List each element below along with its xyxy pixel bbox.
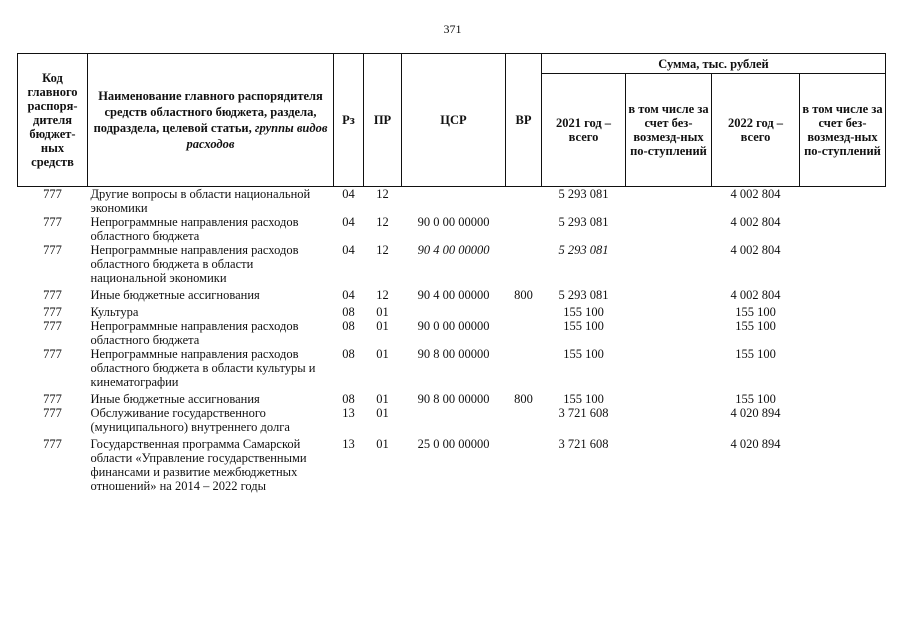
cell-2022-total: 155 100 xyxy=(735,319,776,333)
cell-rz: 04 xyxy=(342,243,355,257)
header-2022-total: 2022 год – всего xyxy=(712,74,800,187)
cell-csr: 90 0 00 00000 xyxy=(417,215,490,229)
header-name xyxy=(88,54,334,187)
cell-2022-free xyxy=(800,319,886,347)
cell-code: 777 xyxy=(43,305,62,319)
cell-2022-free xyxy=(800,215,886,243)
cell-2022-total: 4 002 804 xyxy=(730,187,781,201)
cell-name: Другие вопросы в области национальной экономики xyxy=(90,187,311,215)
cell-2021-free xyxy=(626,302,712,319)
cell-code: 777 xyxy=(43,392,62,406)
cell-2022-free xyxy=(800,302,886,319)
cell-2022-total: 4 020 894 xyxy=(730,437,781,451)
cell-rz: 08 xyxy=(342,392,355,406)
header-name-italic: группы видов расходов xyxy=(186,121,328,151)
header-2021-free: в том числе за счет без-возмезд-ных по-ступлений xyxy=(626,74,712,187)
cell-code: 777 xyxy=(43,187,62,201)
cell-name: Иные бюджетные ассигнования xyxy=(90,288,260,302)
cell-vr xyxy=(506,302,542,319)
cell-code: 777 xyxy=(43,319,62,333)
cell-code: 777 xyxy=(43,243,62,257)
table-row xyxy=(18,347,886,389)
cell-vr xyxy=(506,434,542,493)
cell-2021-total: 5 293 081 xyxy=(558,187,609,201)
cell-csr: 25 0 00 00000 xyxy=(417,437,490,451)
cell-name: Обслуживание государственного (муниципального) внутреннего долга xyxy=(90,406,290,434)
cell-pr: 01 xyxy=(376,406,389,420)
cell-pr: 01 xyxy=(376,392,389,406)
cell-2021-free xyxy=(626,285,712,302)
cell-csr xyxy=(402,187,506,216)
table-row xyxy=(18,319,886,347)
table-row xyxy=(18,285,886,302)
header-csr: ЦСР xyxy=(402,54,506,187)
cell-2021-total: 155 100 xyxy=(563,319,604,333)
cell-code: 777 xyxy=(43,215,62,229)
cell-name: Государственная программа Самарской области «Управление государственными финансами и развитие межбюджетных отношений» на 2014 – 2022 годы xyxy=(90,437,307,493)
cell-pr: 01 xyxy=(376,319,389,333)
cell-csr: 90 8 00 00000 xyxy=(417,392,490,406)
header-row-top xyxy=(18,54,886,74)
cell-pr: 01 xyxy=(376,305,389,319)
cell-vr: 800 xyxy=(514,392,533,406)
cell-name: Непрограммные направления расходов областного бюджета в области культуры и кинематографии xyxy=(90,347,316,389)
cell-2022-total: 4 020 894 xyxy=(730,406,781,420)
cell-pr: 01 xyxy=(376,347,389,361)
cell-2022-free xyxy=(800,434,886,493)
table-row xyxy=(18,187,886,216)
cell-2022-free xyxy=(800,187,886,216)
cell-csr: 90 8 00 00000 xyxy=(417,347,490,361)
header-rz: Рз xyxy=(334,54,364,187)
cell-code: 777 xyxy=(43,406,62,420)
header-2022-free: в том числе за счет без-возмезд-ных по-ступлений xyxy=(800,74,886,187)
cell-code: 777 xyxy=(43,347,62,361)
header-name-main: Наименование главного распорядителя средств областного бюджета, раздела, подраздела, целевой статьи, xyxy=(93,89,323,135)
cell-pr: 01 xyxy=(376,437,389,451)
cell-rz: 08 xyxy=(342,319,355,333)
cell-2021-total: 3 721 608 xyxy=(558,437,609,451)
cell-2022-free xyxy=(800,285,886,302)
cell-rz: 08 xyxy=(342,347,355,361)
cell-2021-free xyxy=(626,434,712,493)
header-vr: ВР xyxy=(506,54,542,187)
table-row xyxy=(18,434,886,493)
cell-vr xyxy=(506,187,542,216)
cell-name: Иные бюджетные ассигнования xyxy=(90,392,260,406)
cell-2022-total: 4 002 804 xyxy=(730,288,781,302)
cell-csr xyxy=(402,302,506,319)
budget-table xyxy=(17,53,886,493)
header-pr: ПР xyxy=(364,54,402,187)
cell-2021-total: 3 721 608 xyxy=(558,406,609,420)
cell-vr: 800 xyxy=(514,288,533,302)
table-row xyxy=(18,302,886,319)
cell-vr xyxy=(506,347,542,389)
cell-2022-free xyxy=(800,243,886,285)
cell-2021-total: 155 100 xyxy=(563,392,604,406)
cell-2021-free xyxy=(626,347,712,389)
cell-2022-total: 155 100 xyxy=(735,392,776,406)
cell-2021-free xyxy=(626,389,712,406)
page-number: 371 xyxy=(443,22,462,36)
table-row xyxy=(18,389,886,406)
table-row xyxy=(18,406,886,434)
cell-2021-free xyxy=(626,406,712,434)
cell-code: 777 xyxy=(43,288,62,302)
cell-pr: 12 xyxy=(376,243,389,257)
cell-2021-total: 5 293 081 xyxy=(558,243,609,257)
header-sum: Сумма, тыс. рублей xyxy=(542,54,886,74)
cell-2022-total: 155 100 xyxy=(735,305,776,319)
cell-2021-free xyxy=(626,243,712,285)
cell-2022-free xyxy=(800,347,886,389)
cell-2022-free xyxy=(800,389,886,406)
cell-csr: 90 0 00 00000 xyxy=(417,319,490,333)
cell-2021-free xyxy=(626,215,712,243)
cell-vr xyxy=(506,319,542,347)
cell-2021-free xyxy=(626,319,712,347)
header-2021-total: 2021 год – всего xyxy=(542,74,626,187)
cell-rz: 08 xyxy=(342,305,355,319)
cell-rz: 13 xyxy=(342,437,355,451)
cell-rz: 13 xyxy=(342,406,355,420)
cell-pr: 12 xyxy=(376,215,389,229)
cell-csr: 90 4 00 00000 xyxy=(417,288,490,302)
cell-2022-total: 4 002 804 xyxy=(730,215,781,229)
cell-2021-total: 155 100 xyxy=(563,347,604,361)
table-row xyxy=(18,215,886,243)
cell-csr: 90 4 00 00000 xyxy=(417,243,490,257)
cell-name: Непрограммные направления расходов областного бюджета xyxy=(90,215,299,243)
cell-vr xyxy=(506,243,542,285)
header-code: Код главного распоря-дителя бюджет-ных средств xyxy=(18,54,88,187)
cell-rz: 04 xyxy=(342,215,355,229)
cell-rz: 04 xyxy=(342,288,355,302)
cell-rz: 04 xyxy=(342,187,355,201)
cell-2022-total: 155 100 xyxy=(735,347,776,361)
cell-pr: 12 xyxy=(376,288,389,302)
cell-pr: 12 xyxy=(376,187,389,201)
cell-2022-total: 4 002 804 xyxy=(730,243,781,257)
cell-csr xyxy=(402,406,506,434)
cell-name: Непрограммные направления расходов областного бюджета xyxy=(90,319,299,347)
cell-vr xyxy=(506,406,542,434)
cell-name: Непрограммные направления расходов областного бюджета в области национальной экономики xyxy=(90,243,299,285)
cell-code: 777 xyxy=(43,437,62,451)
cell-2021-total: 5 293 081 xyxy=(558,288,609,302)
cell-2022-free xyxy=(800,406,886,434)
table-row xyxy=(18,243,886,285)
cell-name: Культура xyxy=(90,305,139,319)
cell-2021-total: 155 100 xyxy=(563,305,604,319)
cell-vr xyxy=(506,215,542,243)
cell-2021-total: 5 293 081 xyxy=(558,215,609,229)
cell-2021-free xyxy=(626,187,712,216)
